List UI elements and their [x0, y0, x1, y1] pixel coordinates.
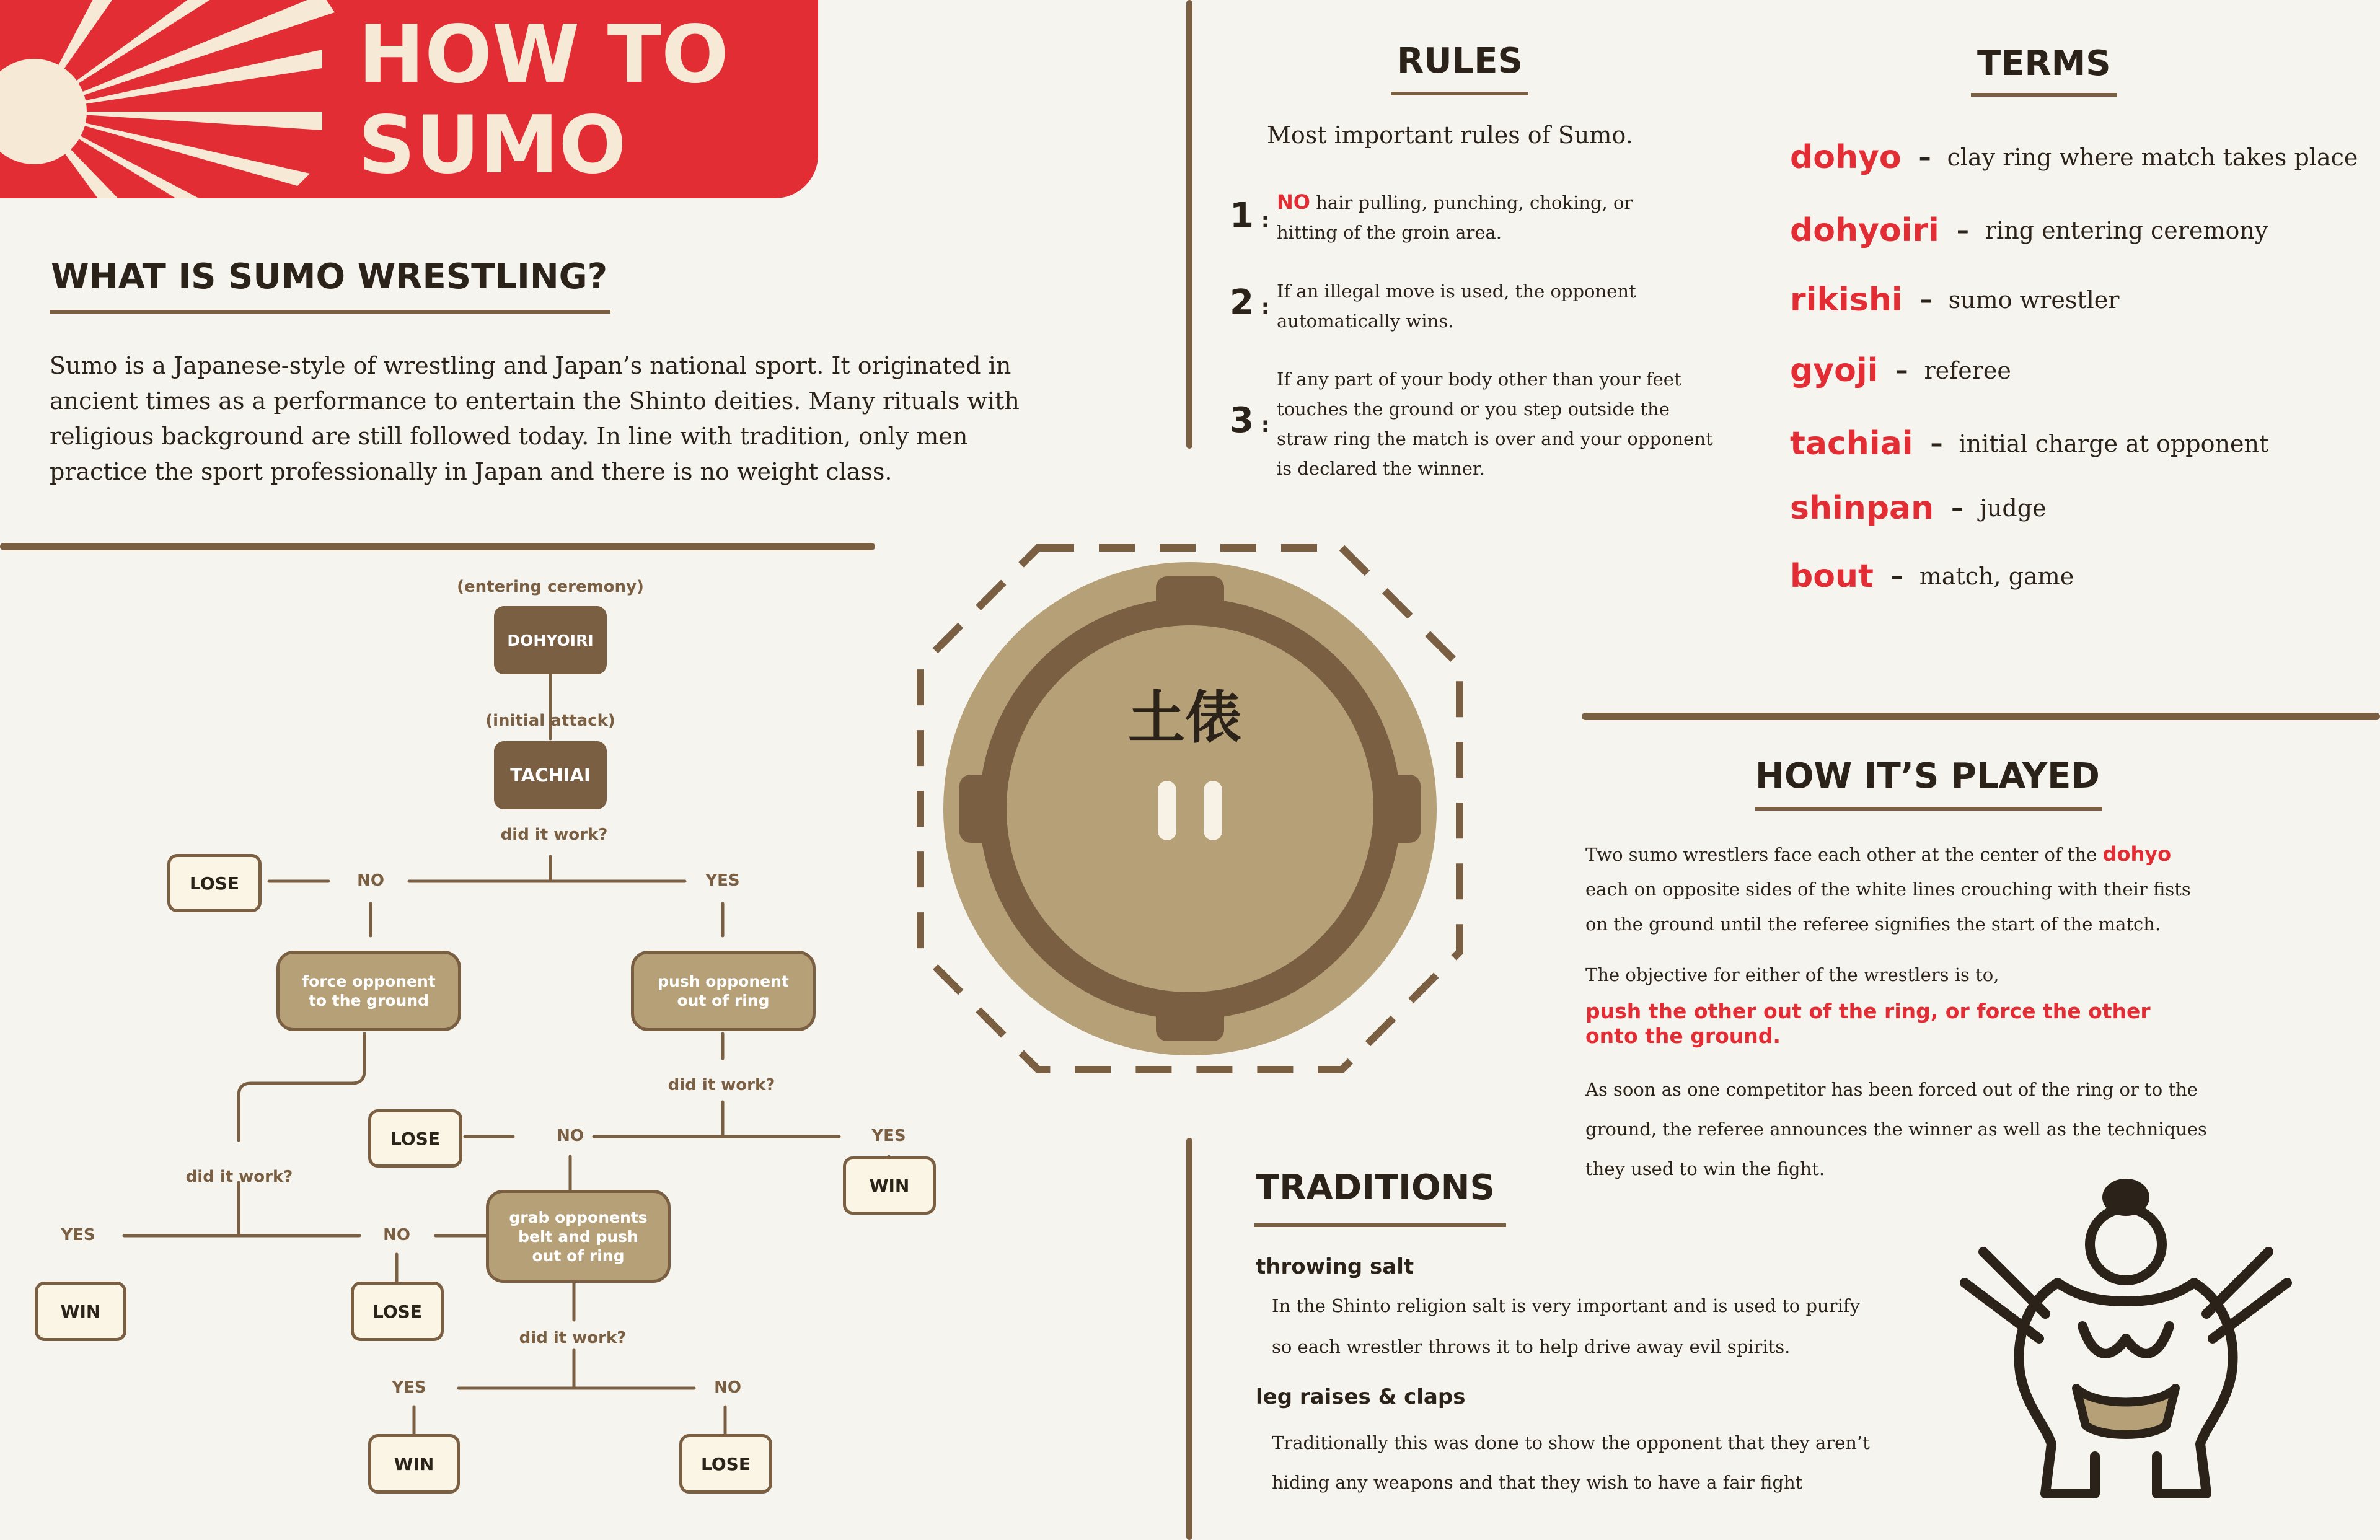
- initial-attack-label: (initial attack): [485, 711, 615, 730]
- how-played-line: they used to win the fight.: [1585, 1158, 1825, 1179]
- rule-line: If any part of your body other than your feet: [1277, 369, 1681, 390]
- rules-heading: RULES: [1397, 41, 1523, 81]
- term-word: bout: [1790, 558, 1874, 595]
- win-box: WIN: [35, 1282, 126, 1341]
- term-definition: referee: [1924, 357, 2011, 384]
- ring-kanji: 土俵: [1128, 685, 1243, 751]
- no-label: NO: [383, 1226, 410, 1244]
- how-played-highlight: [1585, 999, 2151, 1049]
- term-row: bout – match, game: [1790, 558, 2074, 595]
- rule-number-1: 1 :: [1230, 196, 1270, 236]
- rule-number-3: 3 :: [1230, 400, 1270, 441]
- rule-number-text: 1: [1230, 196, 1254, 236]
- highlight-line: onto the ground.: [1585, 1024, 1781, 1048]
- term-definition: sumo wrestler: [1948, 286, 2120, 314]
- term-row: shinpan – judge: [1790, 490, 2047, 527]
- flowchart-connectors: [0, 545, 930, 1537]
- term-row: rikishi – sumo wrestler: [1790, 281, 2120, 319]
- yes-label: YES: [705, 871, 740, 890]
- term-definition: clay ring where match takes place: [1947, 144, 2358, 171]
- term-definition: match, game: [1919, 563, 2074, 590]
- term-word: gyoji: [1790, 352, 1879, 389]
- rule-line: is declared the winner.: [1277, 458, 1485, 479]
- tradition-line: In the Shinto religion salt is very important and is used to purify: [1272, 1295, 1860, 1316]
- rule-number-2: 2 :: [1230, 283, 1270, 323]
- rule-line: straw ring the match is over and your opponent: [1277, 428, 1713, 449]
- tradition-text: [1272, 1285, 1860, 1367]
- yes-label: YES: [61, 1226, 95, 1244]
- lose-box: LOSE: [679, 1434, 772, 1494]
- page-title-line-2: SUMO: [358, 99, 627, 191]
- rule-text-2: [1277, 276, 1723, 336]
- rule-line: automatically wins.: [1277, 310, 1454, 332]
- rule-number-text: 3: [1230, 400, 1254, 441]
- no-label: NO: [557, 1127, 584, 1145]
- what-is-body: [50, 348, 1020, 490]
- term-row: tachiai – initial charge at opponent: [1790, 425, 2269, 462]
- sumo-wrestler-icon: [1952, 1177, 2299, 1506]
- win-box: WIN: [368, 1434, 460, 1494]
- rule-text-1: [1277, 187, 1723, 247]
- tradition-line: Traditionally this was done to show the opponent that they aren’t: [1272, 1432, 1870, 1453]
- what-is-heading: WHAT IS SUMO WRESTLING?: [51, 257, 608, 297]
- force-opponent-box: force opponent to the ground: [276, 951, 461, 1031]
- what-is-underline: [50, 310, 610, 314]
- rule-line: touches the ground or you step outside the: [1277, 398, 1670, 420]
- rule-line: If an illegal move is used, the opponent: [1277, 281, 1636, 302]
- grab-belt-box: grab opponents belt and push out of ring: [486, 1190, 671, 1283]
- yes-label: YES: [392, 1378, 426, 1397]
- rule-no-emphasis: NO: [1277, 190, 1310, 214]
- how-played-p1: [1585, 837, 2191, 941]
- tradition-line: hiding any weapons and that they wish to have a fair fight: [1272, 1472, 1803, 1493]
- dohyo-ring-illustration: [911, 539, 1469, 1078]
- highlight-line: push the other out of the ring, or force the other: [1585, 999, 2151, 1023]
- question-label: did it work?: [500, 825, 608, 844]
- lose-box: LOSE: [368, 1109, 462, 1168]
- what-is-line: ancient times as a performance to entertain the Shinto deities. Many rituals with: [50, 387, 1020, 415]
- term-definition: initial charge at opponent: [1959, 430, 2269, 457]
- how-played-line: As soon as one competitor has been forced out of the ring or to the: [1585, 1079, 2198, 1100]
- how-played-underline: [1755, 807, 2102, 811]
- how-played-line: on the ground until the referee signifies the start of the match.: [1585, 913, 2161, 935]
- divider-vertical-bottom: [1186, 1138, 1192, 1540]
- term-word: rikishi: [1790, 281, 1903, 319]
- what-is-line: practice the sport professionally in Japan and there is no weight class.: [50, 458, 892, 485]
- question-label: did it work?: [519, 1329, 627, 1347]
- rule-text-3: [1277, 364, 1773, 483]
- term-definition: ring entering ceremony: [1985, 217, 2268, 244]
- lose-box: LOSE: [167, 854, 262, 912]
- rule-line: hitting of the groin area.: [1277, 222, 1502, 243]
- dohyoiri-box: DOHYOIRI: [494, 606, 607, 674]
- term-word: dohyoiri: [1790, 212, 1939, 249]
- how-played-heading: HOW IT’S PLAYED: [1755, 756, 2100, 796]
- page-title-line-1: HOW TO: [358, 9, 729, 101]
- header-banner: [0, 0, 818, 198]
- dohyo-highlight: dohyo: [2102, 842, 2172, 866]
- tradition-text: [1272, 1423, 1870, 1502]
- term-word: tachiai: [1790, 425, 1913, 462]
- tradition-title: leg raises & claps: [1256, 1384, 1466, 1409]
- how-played-line: Two sumo wrestlers face each other at the center of the: [1585, 844, 2097, 865]
- traditions-underline: [1254, 1223, 1506, 1227]
- term-row: dohyoiri – ring entering ceremony: [1790, 212, 2268, 249]
- question-label: did it work?: [185, 1168, 293, 1186]
- term-row: dohyo – clay ring where match takes place: [1790, 139, 2358, 176]
- yes-label: YES: [871, 1127, 906, 1145]
- win-box: WIN: [843, 1156, 936, 1215]
- tradition-line: so each wrestler throws it to help drive away evil spirits.: [1272, 1336, 1791, 1357]
- traditions-heading: TRADITIONS: [1256, 1168, 1495, 1208]
- what-is-line: Sumo is a Japanese-style of wrestling and Japan’s national sport. It originated in: [50, 352, 1011, 379]
- rising-sun-icon: [0, 0, 347, 198]
- push-opponent-box: push opponent out of ring: [631, 951, 816, 1031]
- rule-line: hair pulling, punching, choking, or: [1316, 192, 1633, 213]
- question-label: did it work?: [668, 1076, 775, 1094]
- how-played-line: each on opposite sides of the white lines crouching with their fists: [1585, 879, 2191, 900]
- lose-box: LOSE: [351, 1282, 444, 1341]
- how-played-p3: [1585, 1070, 2207, 1189]
- divider-vertical-top: [1186, 0, 1192, 449]
- rule-number-text: 2: [1230, 283, 1254, 323]
- entering-ceremony-label: (entering ceremony): [457, 578, 644, 596]
- no-label: NO: [357, 871, 384, 890]
- no-label: NO: [714, 1378, 741, 1397]
- rules-intro: Most important rules of Sumo.: [1267, 121, 1633, 149]
- term-word: dohyo: [1790, 139, 1902, 176]
- divider-right: [1582, 713, 2380, 720]
- tradition-title: throwing salt: [1256, 1254, 1414, 1279]
- term-row: gyoji – referee: [1790, 352, 2011, 389]
- term-definition: judge: [1980, 495, 2047, 522]
- how-played-p2: The objective for either of the wrestlers is to,: [1585, 964, 1999, 985]
- term-word: shinpan: [1790, 490, 1934, 527]
- how-played-line: ground, the referee announces the winner as well as the techniques: [1585, 1119, 2207, 1140]
- terms-heading: TERMS: [1977, 43, 2111, 84]
- tachiai-box: TACHIAI: [494, 741, 607, 809]
- rules-underline: [1391, 92, 1528, 95]
- what-is-line: religious background are still followed today. In line with tradition, only men: [50, 423, 968, 450]
- terms-underline: [1971, 93, 2117, 97]
